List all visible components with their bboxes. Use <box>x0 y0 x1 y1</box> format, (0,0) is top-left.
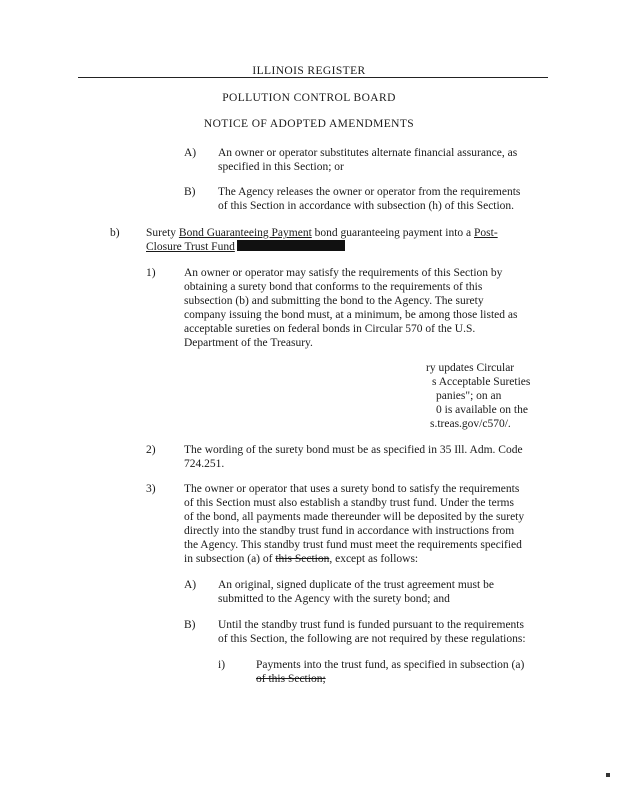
item-3a-line-1: An original, signed duplicate of the trust agreement must be <box>218 579 494 591</box>
item-3-struck-text: this Section <box>275 553 330 565</box>
section-b-added-text-2: Post- <box>474 227 498 239</box>
item-1-line-3: subsection (b) and submitting the bond to the Agency. The surety <box>184 295 484 307</box>
item-1-line-5: acceptable sureties on federal bonds in Circular 570 of the U.S. <box>184 323 476 335</box>
item-3b-line-2: of this Section, the following are not required by these regulations: <box>218 633 526 645</box>
section-b-line-1 <box>146 226 498 240</box>
board-title: POLLUTION CONTROL BOARD <box>222 92 396 104</box>
item-3b-line-1: Until the standby trust fund is funded pursuant to the requirements <box>218 619 524 631</box>
note-fragment-line-2: s Acceptable Sureties <box>432 376 531 388</box>
item-3bi-line-2 <box>256 672 326 686</box>
section-b-added-text: Bond Guaranteeing Payment <box>178 227 312 239</box>
section-b-mid: bond guaranteeing payment into a <box>311 227 474 239</box>
item-1-line-4: company issuing the bond must, at a minimum, be among those listed as <box>184 309 518 321</box>
item-3a-label: A) <box>184 579 197 591</box>
item-3-line-1: The owner or operator that uses a surety bond to satisfy the requirements <box>184 483 520 495</box>
section-b-added-text-3: Closure Trust Fund <box>146 241 235 253</box>
note-fragment-line-1: ry updates Circular <box>426 362 515 374</box>
item-3-line-3: of the bond, all payments made thereunder will be deposited by the surety <box>184 511 525 523</box>
item-3bi-struck-text: of this Section; <box>256 673 326 685</box>
para-b-label: B) <box>184 186 196 198</box>
scan-speck <box>606 773 610 777</box>
item-3-line-2: of this Section must also establish a standby trust fund. Under the terms <box>184 497 514 509</box>
item-3-last-prefix: in subsection (a) of <box>184 553 276 565</box>
note-fragment-line-3: panies"; on an <box>436 390 502 402</box>
item-3-label: 3) <box>146 483 156 495</box>
para-b-line-1: The Agency releases the owner or operator from the requirements <box>218 186 521 198</box>
register-title: ILLINOIS REGISTER <box>252 65 366 77</box>
notice-title: NOTICE OF ADOPTED AMENDMENTS <box>203 118 415 130</box>
item-3-line-5: the Agency. This standby trust fund must meet the requirements specified <box>184 539 522 551</box>
item-3-last-suffix: , except as follows: <box>329 553 419 565</box>
para-a-label: A) <box>184 147 197 159</box>
item-2-line-1: The wording of the surety bond must be as specified in 35 Ill. Adm. Code <box>184 444 523 456</box>
item-1-line-1: An owner or operator may satisfy the requirements of this Section by <box>184 267 503 279</box>
item-1-line-6: Department of the Treasury. <box>184 337 313 349</box>
note-fragment-line-5: s.treas.gov/c570/. <box>430 418 511 430</box>
item-3bi-label: i) <box>218 659 226 671</box>
para-b-line-2: of this Section in accordance with subsection (h) of this Section. <box>218 200 515 212</box>
header-rule <box>78 77 548 78</box>
para-a-line-2: specified in this Section; or <box>218 161 344 173</box>
redaction-bar <box>237 240 345 251</box>
item-3bi-line-1: Payments into the trust fund, as specified in subsection (a) <box>256 659 525 671</box>
item-3b-label: B) <box>184 619 196 631</box>
item-3a-line-2: submitted to the Agency with the surety bond; and <box>218 593 450 605</box>
item-2-label: 2) <box>146 444 156 456</box>
item-1-label: 1) <box>146 267 156 279</box>
section-b-line-2 <box>146 240 345 254</box>
item-2-line-2: 724.251. <box>184 458 225 470</box>
note-fragment-line-4: 0 is available on the <box>436 404 528 416</box>
item-3-line-6 <box>184 552 418 566</box>
item-3-line-4: directly into the standby trust fund in accordance with instructions from <box>184 525 515 537</box>
section-b-label: b) <box>110 227 120 239</box>
item-1-line-2: obtaining a surety bond that conforms to the requirements of this <box>184 281 483 293</box>
para-a-line-1: An owner or operator substitutes alternate financial assurance, as <box>218 147 518 159</box>
section-b-prefix: Surety <box>146 227 179 239</box>
